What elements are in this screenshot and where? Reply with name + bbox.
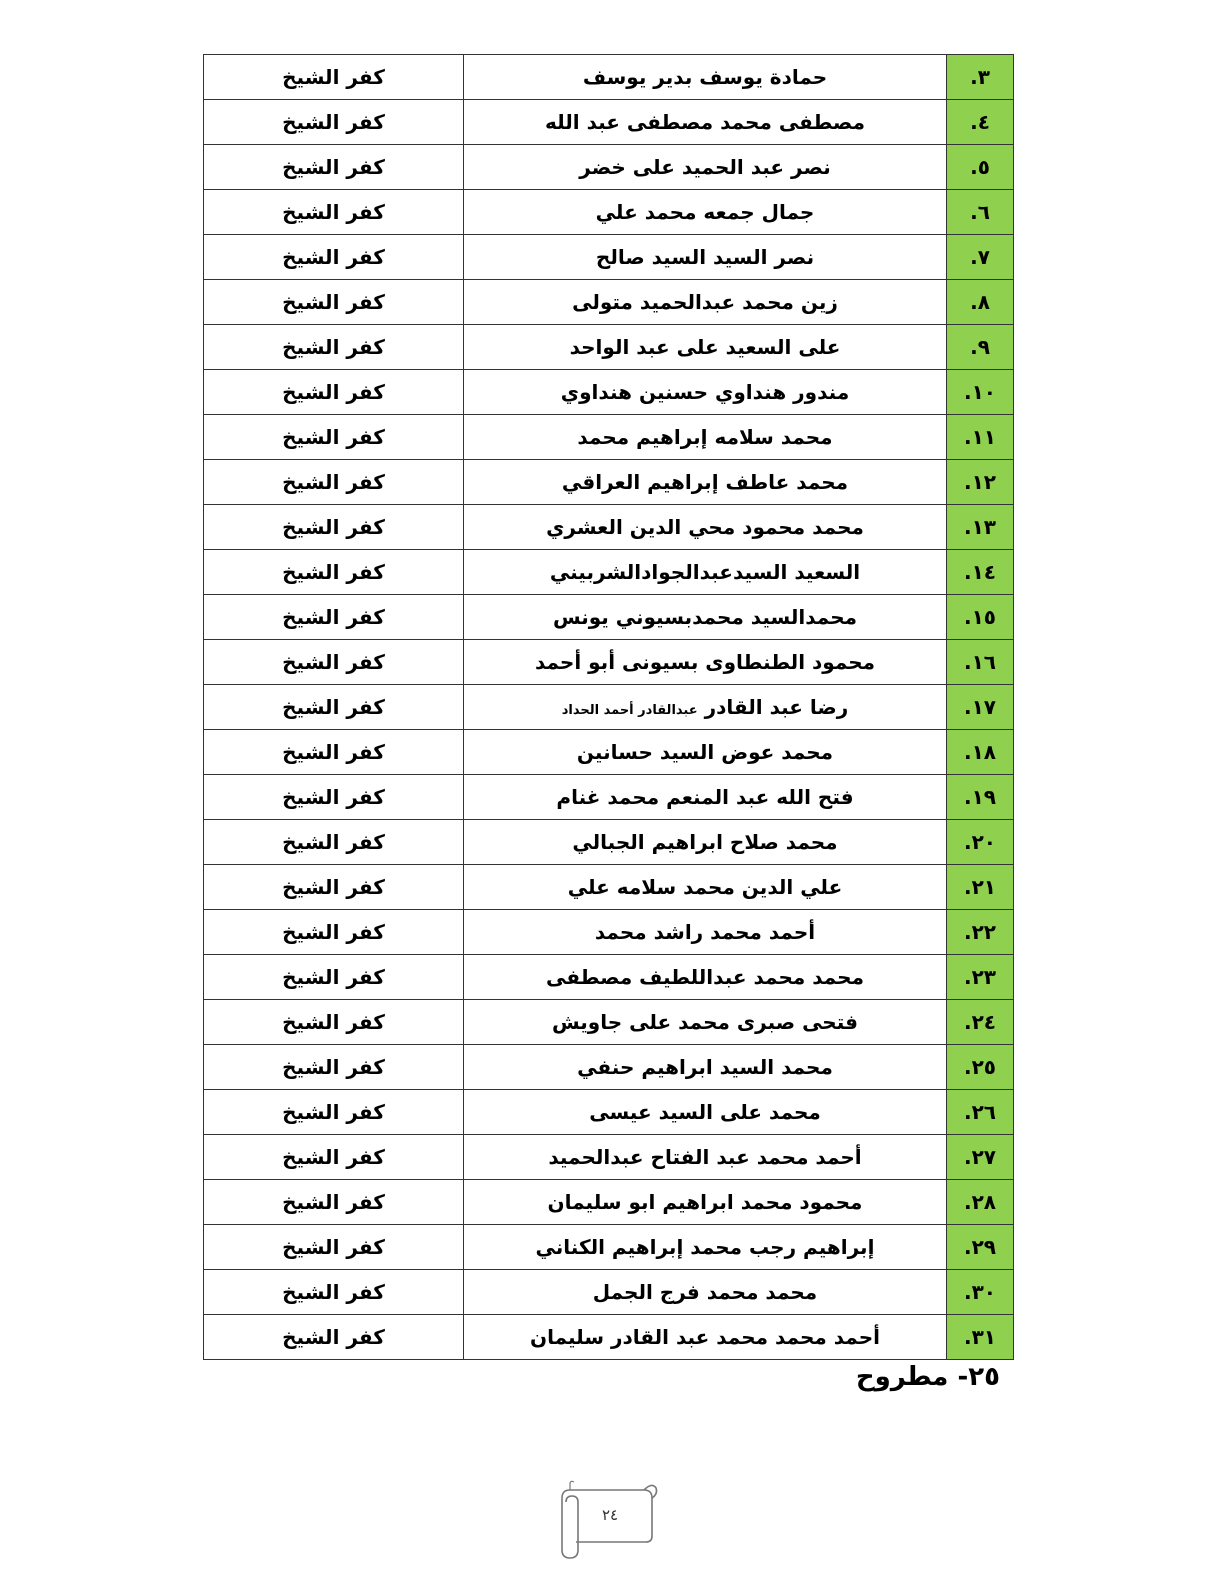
row-name: محمد عوض السيد حسانين [464,730,947,775]
row-number: ١٥. [947,595,1014,640]
row-governorate: كفر الشيخ [204,595,464,640]
row-name-small: عبدالقادر أحمد الحداد [561,703,698,718]
row-number: ٨. [947,280,1014,325]
row-name: مصطفى محمد مصطفى عبد الله [464,100,947,145]
row-number: ٧. [947,235,1014,280]
row-governorate: كفر الشيخ [204,415,464,460]
row-name: محمد صلاح ابراهيم الجبالي [464,820,947,865]
row-name: زين محمد عبدالحميد متولى [464,280,947,325]
row-number: ١٠. [947,370,1014,415]
row-name: محمد محمود محي الدين العشري [464,505,947,550]
row-governorate: كفر الشيخ [204,55,464,100]
page-number: ٢٤ [601,1506,619,1524]
row-name: أحمد محمد محمد عبد القادر سليمان [464,1315,947,1360]
table-row [204,235,1014,280]
row-name: مندور هنداوي حسنين هنداوي [464,370,947,415]
row-name: على السعيد على عبد الواحد [464,325,947,370]
table-row [204,280,1014,325]
row-number: ٣٠. [947,1270,1014,1315]
row-governorate: كفر الشيخ [204,640,464,685]
row-governorate: كفر الشيخ [204,280,464,325]
row-name: نصر عبد الحميد على خضر [464,145,947,190]
row-governorate: كفر الشيخ [204,235,464,280]
table-row [204,685,1014,730]
row-number: ٦. [947,190,1014,235]
row-number: ٢٩. [947,1225,1014,1270]
table-row [204,1135,1014,1180]
table-row [204,550,1014,595]
row-governorate: كفر الشيخ [204,1045,464,1090]
row-name: محمد محمد عبداللطيف مصطفى [464,955,947,1000]
row-number: ٢٤. [947,1000,1014,1045]
row-governorate: كفر الشيخ [204,325,464,370]
row-number: ٢٦. [947,1090,1014,1135]
row-governorate: كفر الشيخ [204,955,464,1000]
row-name: جمال جمعه محمد علي [464,190,947,235]
row-governorate: كفر الشيخ [204,685,464,730]
row-number: ٢٥. [947,1045,1014,1090]
roster-table [203,54,1014,1360]
table-row [204,1045,1014,1090]
row-name-main: رضا عبد القادر [704,695,849,719]
table-row [204,1000,1014,1045]
table-row [204,370,1014,415]
table-row [204,820,1014,865]
row-number: ٢٠. [947,820,1014,865]
row-number: ٤. [947,100,1014,145]
row-governorate: كفر الشيخ [204,505,464,550]
table-row [204,1090,1014,1135]
row-number: ٢٨. [947,1180,1014,1225]
table-row [204,865,1014,910]
row-name: محمد سلامه إبراهيم محمد [464,415,947,460]
table-row [204,145,1014,190]
row-number: ١٨. [947,730,1014,775]
table-row [204,55,1014,100]
row-number: ٢٧. [947,1135,1014,1180]
table-row [204,910,1014,955]
table-row [204,595,1014,640]
table-row [204,415,1014,460]
row-number: ٣. [947,55,1014,100]
row-number: ١٢. [947,460,1014,505]
row-number: ٣١. [947,1315,1014,1360]
table-row [204,1270,1014,1315]
row-name: محمد عاطف إبراهيم العراقي [464,460,947,505]
row-governorate: كفر الشيخ [204,190,464,235]
row-name: محمد على السيد عيسى [464,1090,947,1135]
row-number: ١٧. [947,685,1014,730]
table-row [204,190,1014,235]
row-governorate: كفر الشيخ [204,1180,464,1225]
row-governorate: كفر الشيخ [204,820,464,865]
row-governorate: كفر الشيخ [204,100,464,145]
row-number: ٢٣. [947,955,1014,1000]
row-number: ٩. [947,325,1014,370]
row-name: حمادة يوسف بدير يوسف [464,55,947,100]
row-name: أحمد محمد راشد محمد [464,910,947,955]
row-name: علي الدين محمد سلامه علي [464,865,947,910]
row-name: فتحى صبرى محمد على جاويش [464,1000,947,1045]
row-name [464,685,947,730]
row-governorate: كفر الشيخ [204,865,464,910]
row-number: ٥. [947,145,1014,190]
row-governorate: كفر الشيخ [204,1135,464,1180]
row-name: محمد محمد فرج الجمل [464,1270,947,1315]
table-row [204,100,1014,145]
row-governorate: كفر الشيخ [204,1090,464,1135]
row-name: فتح الله عبد المنعم محمد غنام [464,775,947,820]
row-governorate: كفر الشيخ [204,1315,464,1360]
table-row [204,1315,1014,1360]
row-governorate: كفر الشيخ [204,1270,464,1315]
row-governorate: كفر الشيخ [204,550,464,595]
row-name: أحمد محمد عبد الفتاح عبدالحميد [464,1135,947,1180]
table-row [204,955,1014,1000]
row-number: ٢١. [947,865,1014,910]
row-governorate: كفر الشيخ [204,730,464,775]
row-governorate: كفر الشيخ [204,1000,464,1045]
row-number: ١٣. [947,505,1014,550]
row-number: ١١. [947,415,1014,460]
row-number: ١٤. [947,550,1014,595]
row-governorate: كفر الشيخ [204,910,464,955]
row-governorate: كفر الشيخ [204,1225,464,1270]
row-number: ١٦. [947,640,1014,685]
row-governorate: كفر الشيخ [204,145,464,190]
row-governorate: كفر الشيخ [204,775,464,820]
row-number: ٢٢. [947,910,1014,955]
table-row [204,1225,1014,1270]
row-name: محمود محمد ابراهيم ابو سليمان [464,1180,947,1225]
row-name: إبراهيم رجب محمد إبراهيم الكناني [464,1225,947,1270]
row-name: السعيد السيدعبدالجوادالشربيني [464,550,947,595]
row-name: محمود الطنطاوى بسيونى أبو أحمد [464,640,947,685]
table-row [204,730,1014,775]
row-number: ١٩. [947,775,1014,820]
table-row [204,1180,1014,1225]
row-name: نصر السيد السيد صالح [464,235,947,280]
row-name: محمد السيد ابراهيم حنفي [464,1045,947,1090]
table-row [204,775,1014,820]
row-governorate: كفر الشيخ [204,460,464,505]
table-row [204,640,1014,685]
row-governorate: كفر الشيخ [204,370,464,415]
table-row [204,325,1014,370]
row-name: محمدالسيد محمدبسيوني يونس [464,595,947,640]
roster-table-body [204,55,1014,1360]
table-row [204,505,1014,550]
section-heading: ٢٥- مطروح [855,1362,1000,1392]
table-row [204,460,1014,505]
